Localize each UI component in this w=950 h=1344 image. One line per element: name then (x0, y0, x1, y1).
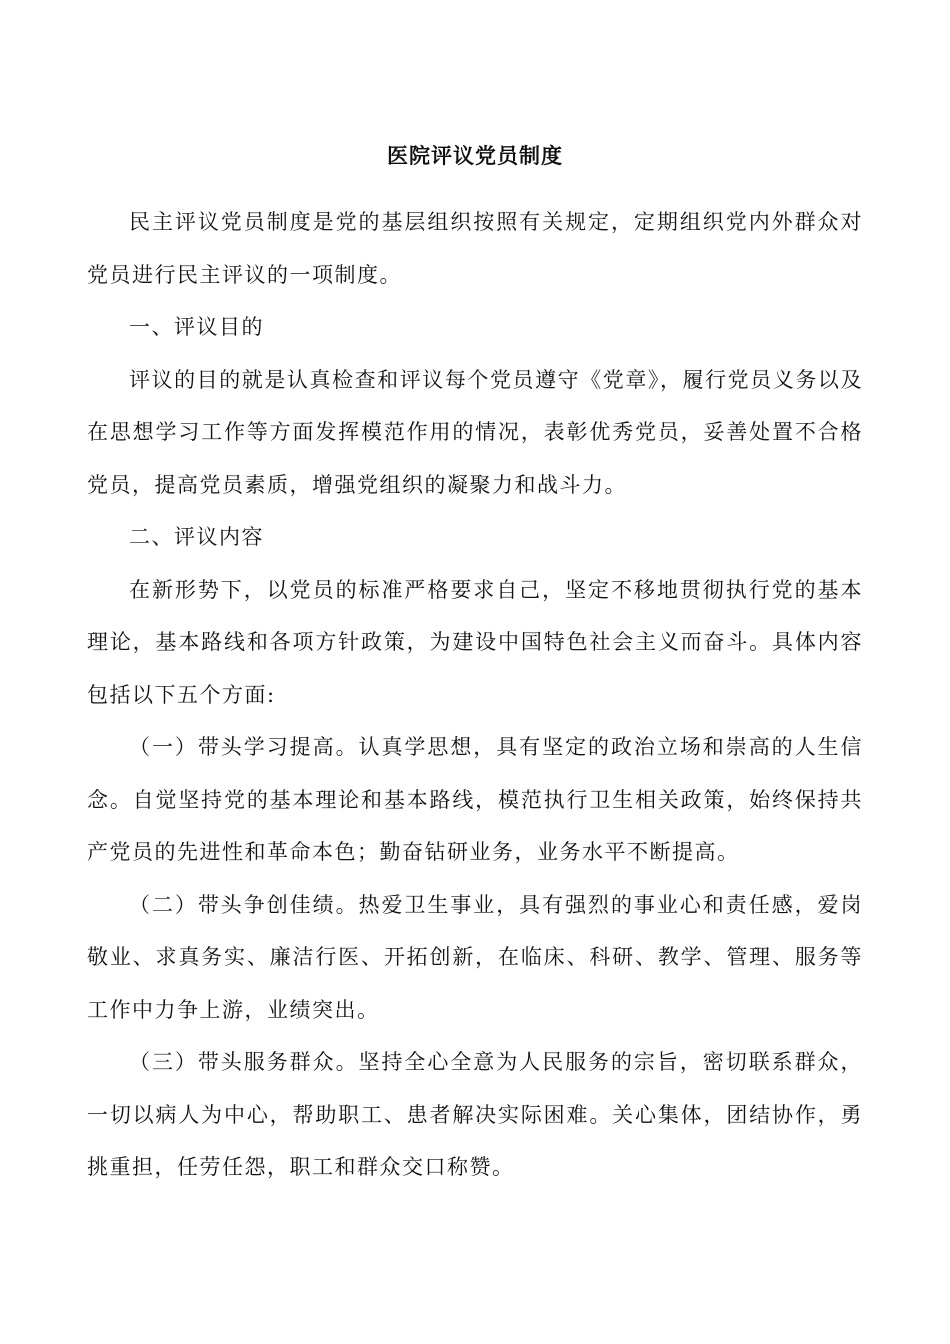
purpose-paragraph: 评议的目的就是认真检查和评议每个党员遵守《党章》，履行党员义务以及在思想学习工作等方面发挥模范作用的情况，表彰优秀党员，妥善处置不合格党员，提高党员素质，增强党组织的凝聚力和战斗力。 (87, 367, 863, 497)
document-body (87, 196, 863, 1194)
section-heading-content: 二、评议内容 (129, 525, 264, 549)
list-item-performance: （二）带头争创佳绩。热爱卫生事业，具有强烈的事业心和责任感，爱岗敬业、求真务实、廉洁行医、开拓创新，在临床、科研、教学、管理、服务等工作中力争上游，业绩突出。 (87, 892, 863, 1022)
list-item-study: （一）带头学习提高。认真学思想，具有坚定的政治立场和崇高的人生信念。自觉坚持党的基本理论和基本路线，模范执行卫生相关政策，始终保持共产党员的先进性和革命本色；勤奋钻研业务，业务水平不断提高。 (87, 735, 863, 864)
intro-paragraph: 民主评议党员制度是党的基层组织按照有关规定，定期组织党内外群众对党员进行民主评议的一项制度。 (87, 210, 863, 287)
section-heading-purpose: 一、评议目的 (129, 315, 264, 339)
content-paragraph: 在新形势下，以党员的标准严格要求自己，坚定不移地贯彻执行党的基本理论，基本路线和各项方针政策，为建设中国特色社会主义而奋斗。具体内容包括以下五个方面: (87, 577, 863, 707)
document-title: 医院评议党员制度 (387, 143, 563, 168)
list-item-service: （三）带头服务群众。坚持全心全意为人民服务的宗旨，密切联系群众，一切以病人为中心，帮助职工、患者解决实际困难。关心集体，团结协作，勇挑重担，任劳任怨，职工和群众交口称赞。 (87, 1050, 863, 1179)
